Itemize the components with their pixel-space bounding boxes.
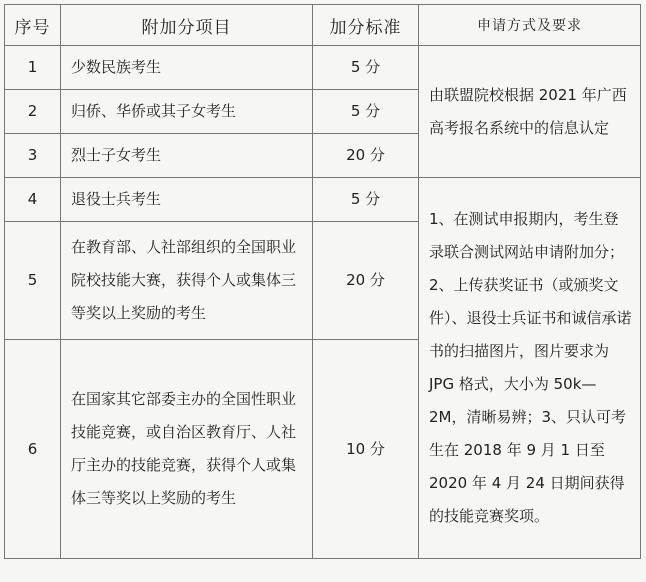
header-method: 申请方式及要求	[419, 5, 641, 46]
row-no: 5	[5, 222, 61, 340]
row-no: 3	[5, 134, 61, 178]
row-item: 少数民族考生	[61, 46, 313, 90]
row-points: 5 分	[313, 90, 419, 134]
row-points: 10 分	[313, 340, 419, 559]
row-points: 20 分	[313, 222, 419, 340]
table-row	[5, 178, 641, 222]
header-no: 序号	[5, 5, 61, 46]
row-no: 6	[5, 340, 61, 559]
row-points: 5 分	[313, 178, 419, 222]
row-item: 退役士兵考生	[61, 178, 313, 222]
row-no: 1	[5, 46, 61, 90]
row-no: 4	[5, 178, 61, 222]
row-item: 归侨、华侨或其子女考生	[61, 90, 313, 134]
requirement-cell-2: 1、在测试申报期内，考生登录联合测试网站申请附加分；2、上传获奖证书（或颁奖文件）、退役士兵证书和诚信承诺书的扫描图片，图片要求为 JPG 格式，大小为 50k—2M，清晰易辨；3、只认可考生在 2018 年 9 月 1 日至 2020 年 4 月 24 日期间获得的技能竞赛奖项。	[419, 178, 641, 559]
header-item: 附加分项目	[61, 5, 313, 46]
row-no: 2	[5, 90, 61, 134]
table-row	[5, 46, 641, 90]
row-item: 烈士子女考生	[61, 134, 313, 178]
requirement-cell-1: 由联盟院校根据 2021 年广西高考报名系统中的信息认定	[419, 46, 641, 178]
bonus-points-table	[4, 4, 641, 559]
row-points: 5 分	[313, 46, 419, 90]
row-points: 20 分	[313, 134, 419, 178]
header-standard: 加分标准	[313, 5, 419, 46]
row-item: 在教育部、人社部组织的全国职业院校技能大赛，获得个人或集体三等奖以上奖励的考生	[61, 222, 313, 340]
row-item: 在国家其它部委主办的全国性职业技能竞赛，或自治区教育厅、人社厅主办的技能竞赛，获得个人或集体三等奖以上奖励的考生	[61, 340, 313, 559]
table-header-row	[5, 5, 641, 46]
